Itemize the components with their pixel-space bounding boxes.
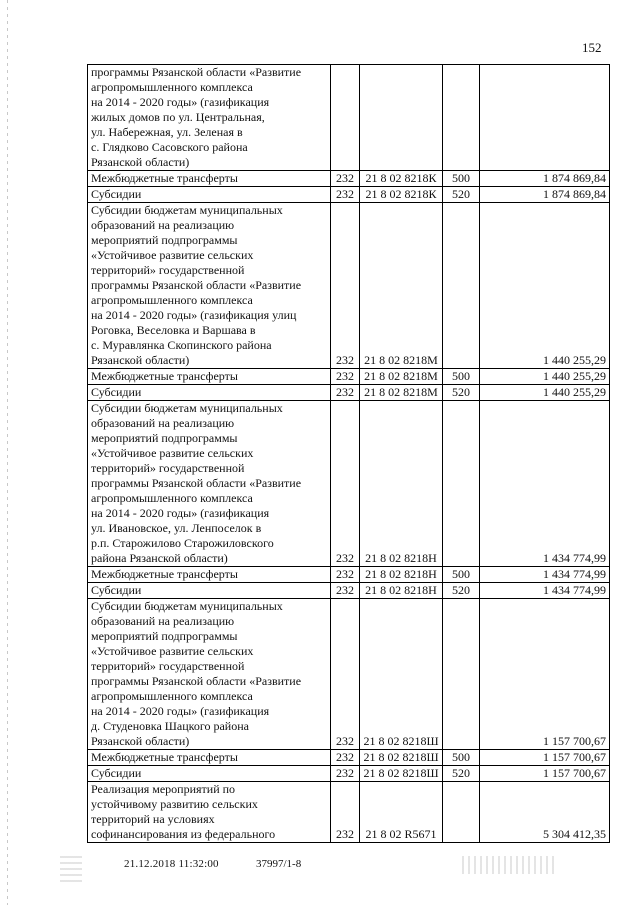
- row-ved-cell: [331, 171, 360, 187]
- row-csr-text: 21 8 02 8218Ш: [363, 734, 439, 748]
- row-sum-text: 1 440 255,29: [543, 353, 606, 367]
- row-ved-cell: [331, 766, 360, 782]
- page-number: 152: [582, 40, 602, 55]
- table-row: [88, 567, 610, 583]
- row-name-text: Субсидии: [91, 187, 142, 201]
- table-row: [88, 369, 610, 385]
- footer-datetime: 21.12.2018 11:32:00: [124, 858, 219, 870]
- row-sum-text: 1 874 869,84: [543, 187, 606, 201]
- row-csr-cell: [360, 782, 443, 843]
- row-name-cell: [88, 782, 331, 843]
- table-row: [88, 401, 610, 567]
- footer-document-code: 37997/1-8: [256, 858, 302, 870]
- row-vr-cell: [443, 187, 480, 203]
- row-sum-cell: [480, 65, 610, 171]
- row-sum-cell: [480, 385, 610, 401]
- row-vr-cell: [443, 599, 480, 750]
- row-vr-cell: [443, 171, 480, 187]
- row-name-text: Субсидии: [91, 766, 142, 780]
- row-csr-cell: [360, 750, 443, 766]
- row-sum-text: 1 434 774,99: [543, 567, 606, 581]
- row-csr-cell: [360, 187, 443, 203]
- row-csr-cell: [360, 583, 443, 599]
- row-vr-cell: [443, 782, 480, 843]
- row-sum-cell: [480, 599, 610, 750]
- row-csr-text: 21 8 02 8218К: [365, 171, 437, 185]
- table-row: [88, 171, 610, 187]
- row-ved-text: 232: [336, 385, 354, 399]
- row-sum-cell: [480, 401, 610, 567]
- row-name-cell: [88, 599, 331, 750]
- row-sum-cell: [480, 750, 610, 766]
- row-name-cell: [88, 583, 331, 599]
- row-csr-cell: [360, 567, 443, 583]
- row-ved-text: 232: [336, 827, 354, 841]
- row-vr-cell: [443, 65, 480, 171]
- row-ved-cell: [331, 750, 360, 766]
- row-sum-text: 1 440 255,29: [543, 385, 606, 399]
- row-ved-cell: [331, 401, 360, 567]
- row-csr-text: 21 8 02 8218К: [365, 187, 437, 201]
- row-name-cell: [88, 171, 331, 187]
- row-sum-text: 1 874 869,84: [543, 171, 606, 185]
- row-sum-text: 1 157 700,67: [543, 766, 606, 780]
- row-ved-cell: [331, 385, 360, 401]
- row-csr-cell: [360, 203, 443, 369]
- row-ved-cell: [331, 583, 360, 599]
- row-sum-cell: [480, 203, 610, 369]
- row-name-text: Реализация мероприятий по устойчивому развитию сельских территорий на условиях софинансирования из федерального: [91, 782, 276, 841]
- row-sum-text: 1 157 700,67: [543, 734, 606, 748]
- row-vr-cell: [443, 766, 480, 782]
- row-vr-cell: [443, 750, 480, 766]
- row-ved-text: 232: [336, 583, 354, 597]
- row-ved-text: 232: [336, 734, 354, 748]
- row-ved-text: 232: [336, 171, 354, 185]
- scan-artifact-right: [462, 856, 554, 874]
- row-name-text: Межбюджетные трансферты: [91, 369, 238, 383]
- row-ved-text: 232: [336, 551, 354, 565]
- row-sum-cell: [480, 369, 610, 385]
- row-ved-cell: [331, 782, 360, 843]
- row-name-cell: [88, 203, 331, 369]
- row-vr-cell: [443, 385, 480, 401]
- row-vr-text: 520: [452, 583, 470, 597]
- table-row: [88, 187, 610, 203]
- row-ved-text: 232: [336, 567, 354, 581]
- row-sum-cell: [480, 583, 610, 599]
- table-row: [88, 782, 610, 843]
- row-sum-text: 1 434 774,99: [543, 583, 606, 597]
- row-name-text: программы Рязанской области «Развитие агропромышленного комплекса на 2014 - 2020 годы» (газификация жилых домов по ул. Центральная, ул. Набережная, ул. Зеленая в с. Глядково Сасовского района Рязанской области): [91, 65, 302, 169]
- row-csr-text: 21 8 02 R5671: [365, 827, 437, 841]
- row-ved-text: 232: [336, 187, 354, 201]
- row-name-text: Субсидии: [91, 583, 142, 597]
- row-vr-cell: [443, 203, 480, 369]
- table-row: [88, 385, 610, 401]
- binding-margin-line: [7, 0, 8, 905]
- row-name-cell: [88, 369, 331, 385]
- row-sum-text: 1 434 774,99: [543, 551, 606, 565]
- row-sum-text: 1 157 700,67: [543, 750, 606, 764]
- table-row: [88, 599, 610, 750]
- row-sum-cell: [480, 171, 610, 187]
- row-ved-cell: [331, 567, 360, 583]
- row-ved-text: 232: [336, 353, 354, 367]
- row-name-text: Субсидии бюджетам муниципальных образований на реализацию мероприятий подпрограммы «Устойчивое развитие сельских территорий» государственной программы Рязанской области «Развитие агропромышленного комплекса на 2014 - 2020 годы» (газификация ул. Ивановское, ул. Ленпоселок в р.п. Старожилово Старожиловского района Рязанской области): [91, 401, 302, 565]
- row-name-text: Субсидии бюджетам муниципальных образований на реализацию мероприятий подпрограммы «Устойчивое развитие сельских территорий» государственной программы Рязанской области «Развитие агропромышленного комплекса на 2014 - 2020 годы» (газификация д. Студеновка Шацкого района Рязанской области): [91, 599, 302, 748]
- row-sum-text: 1 440 255,29: [543, 369, 606, 383]
- row-vr-text: 500: [452, 171, 470, 185]
- row-ved-text: 232: [336, 369, 354, 383]
- row-name-cell: [88, 401, 331, 567]
- row-sum-cell: [480, 187, 610, 203]
- table-row: [88, 65, 610, 171]
- row-sum-cell: [480, 567, 610, 583]
- row-vr-text: 520: [452, 766, 470, 780]
- row-ved-cell: [331, 369, 360, 385]
- row-vr-text: 520: [452, 187, 470, 201]
- row-sum-cell: [480, 766, 610, 782]
- row-csr-text: 21 8 02 8218Ш: [363, 750, 439, 764]
- row-vr-text: 500: [452, 567, 470, 581]
- row-name-text: Субсидии: [91, 385, 142, 399]
- row-ved-cell: [331, 65, 360, 171]
- row-csr-cell: [360, 599, 443, 750]
- row-csr-text: 21 8 02 8218Ш: [363, 766, 439, 780]
- row-csr-text: 21 8 02 8218М: [364, 353, 438, 367]
- row-csr-cell: [360, 766, 443, 782]
- row-csr-cell: [360, 65, 443, 171]
- row-vr-cell: [443, 567, 480, 583]
- row-ved-cell: [331, 187, 360, 203]
- row-vr-text: 520: [452, 385, 470, 399]
- row-sum-cell: [480, 782, 610, 843]
- row-csr-cell: [360, 385, 443, 401]
- table-row: [88, 766, 610, 782]
- row-vr-cell: [443, 369, 480, 385]
- row-ved-text: 232: [336, 766, 354, 780]
- row-vr-text: 500: [452, 369, 470, 383]
- row-name-cell: [88, 385, 331, 401]
- row-csr-text: 21 8 02 8218Н: [365, 583, 437, 597]
- row-vr-text: 500: [452, 750, 470, 764]
- row-name-cell: [88, 766, 331, 782]
- row-sum-text: 5 304 412,35: [543, 827, 606, 841]
- row-name-text: Межбюджетные трансферты: [91, 750, 238, 764]
- row-csr-cell: [360, 171, 443, 187]
- row-name-text: Субсидии бюджетам муниципальных образований на реализацию мероприятий подпрограммы «Устойчивое развитие сельских территорий» государственной программы Рязанской области «Развитие агропромышленного комплекса на 2014 - 2020 годы» (газификация улиц Роговка, Веселовка и Варшава в с. Муравлянка Скопинского района Рязанской области): [91, 203, 302, 367]
- row-name-text: Межбюджетные трансферты: [91, 171, 238, 185]
- row-ved-cell: [331, 599, 360, 750]
- row-name-cell: [88, 567, 331, 583]
- table-row: [88, 203, 610, 369]
- row-vr-cell: [443, 583, 480, 599]
- scan-artifact-left: [60, 856, 82, 882]
- row-ved-text: 232: [336, 750, 354, 764]
- row-name-cell: [88, 750, 331, 766]
- row-name-cell: [88, 187, 331, 203]
- row-csr-text: 21 8 02 8218М: [364, 385, 438, 399]
- row-vr-cell: [443, 401, 480, 567]
- row-ved-cell: [331, 203, 360, 369]
- row-name-cell: [88, 65, 331, 171]
- row-csr-cell: [360, 369, 443, 385]
- budget-table: [87, 64, 610, 843]
- row-csr-text: 21 8 02 8218Н: [365, 567, 437, 581]
- table-row: [88, 750, 610, 766]
- row-name-text: Межбюджетные трансферты: [91, 567, 238, 581]
- row-csr-cell: [360, 401, 443, 567]
- row-csr-text: 21 8 02 8218Н: [365, 551, 437, 565]
- table-row: [88, 583, 610, 599]
- row-csr-text: 21 8 02 8218М: [364, 369, 438, 383]
